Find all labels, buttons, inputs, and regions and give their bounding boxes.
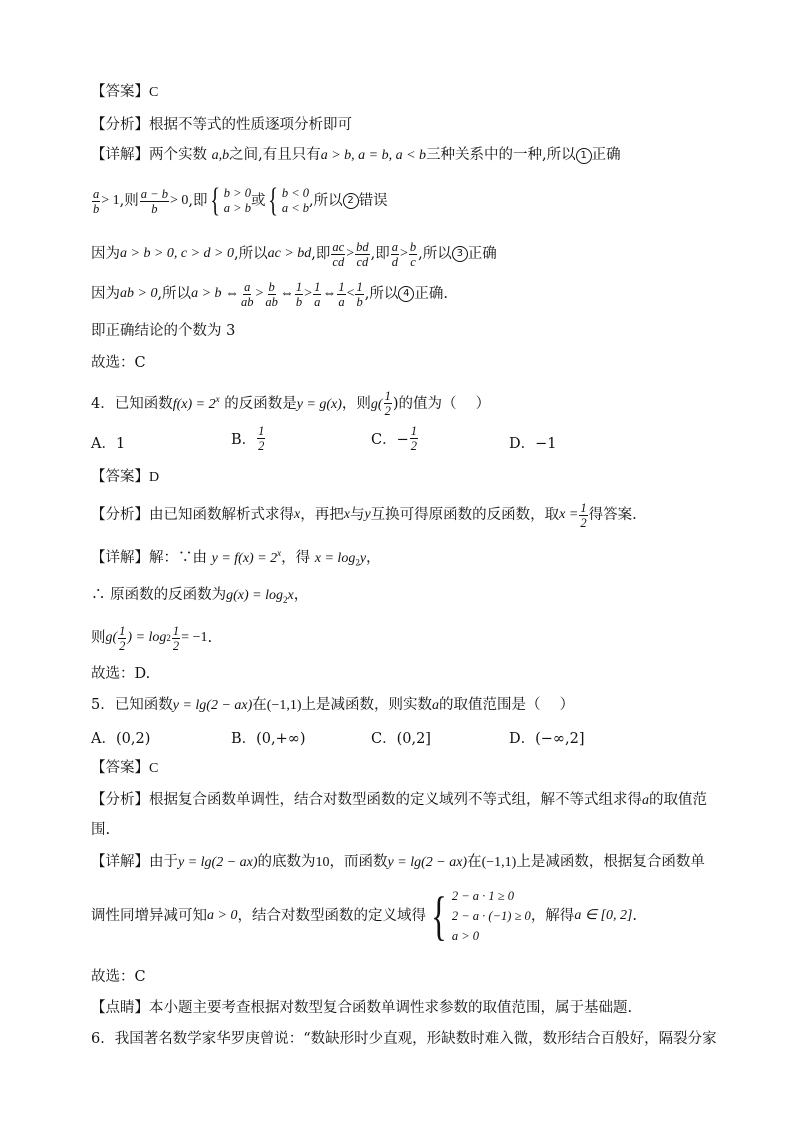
fraction: $\frac{bd}{cd}$	[356, 239, 369, 269]
text: ，解得	[530, 908, 575, 924]
math: 2	[355, 557, 360, 568]
math: a > 0	[207, 908, 238, 923]
fraction: $\frac{b}{ab}$	[265, 279, 278, 309]
q3-detail-line-4: 因为 ab > 0 ,所以 a > b ⇔ $\frac{a}{ab}$ > $\frac{b}{ab}$ ⇔ $\frac{1}{b}$ > $\frac{1}{a}$ ⇔ $\frac{1}{a}$ < $\frac{1}{b}$ ,所以 4 正确.	[91, 279, 448, 309]
text: .	[207, 630, 213, 646]
math: x	[215, 394, 220, 404]
fraction: $\frac{ac}{cd}$	[332, 239, 345, 269]
q4-analysis-line	[91, 497, 637, 533]
detail-tag: 【详解】	[91, 854, 149, 870]
q5-option-b: B．(0,+∞)	[231, 731, 306, 747]
q4-answer-line	[91, 467, 159, 488]
text: ，结合对数型函数的定义域得	[237, 908, 426, 924]
q4-option-c	[371, 424, 419, 453]
math: > 1	[101, 193, 120, 208]
q5-detail-line-1	[91, 852, 705, 873]
math: y	[364, 507, 371, 522]
text: ,所以	[418, 246, 452, 262]
fraction: $\frac{1}{a}$	[314, 279, 321, 309]
math: g(	[370, 396, 383, 412]
text: 上是减函数，根据复合函数单	[516, 854, 705, 870]
text: ,所以	[364, 286, 399, 302]
q3-answer-line	[91, 82, 158, 103]
text: 错误	[358, 193, 388, 209]
fraction-one-half: $\frac{1}{2}$	[410, 424, 417, 453]
q3-choice: 故选：C	[91, 355, 146, 371]
text: 的反函数是	[224, 395, 297, 412]
text: 与	[349, 507, 365, 523]
math: a	[432, 698, 440, 713]
text: 5．已知函数	[91, 697, 173, 713]
text: ,即	[188, 193, 208, 209]
math: a ∈ [0, 2]	[574, 908, 633, 923]
text: ,则	[119, 193, 139, 209]
text: 或	[250, 193, 266, 209]
math: x	[343, 507, 350, 522]
fraction: $\frac{a}{d}$	[391, 239, 398, 269]
math: y = lg(2 − ax)	[172, 698, 253, 713]
q5-stem	[91, 695, 574, 716]
text: 的底数为	[257, 854, 316, 870]
text: ,所以	[234, 246, 268, 262]
math-relations: a > b, a = b, a < b	[320, 148, 427, 163]
text: B．	[231, 432, 257, 448]
q3-analysis-line	[91, 115, 352, 135]
math: y	[359, 550, 367, 566]
text: )的值为（ ）	[392, 395, 491, 412]
text: 由已知函数解析式求得	[149, 507, 294, 523]
text: 则	[91, 630, 106, 646]
q4-choice: 故选：D.	[91, 666, 151, 682]
text: ,所以	[309, 193, 343, 209]
text: 在	[252, 697, 267, 713]
q5-detail-line-2	[91, 884, 637, 948]
math: a > b > 0, c > d > 0	[120, 246, 235, 261]
math: (−1,1)	[481, 855, 517, 870]
analysis-tag: 【分析】	[91, 507, 149, 523]
text: 在	[467, 854, 482, 870]
answer-tag: 【答案】	[91, 760, 149, 776]
inequality-system-2: { b < 0 a < b	[268, 182, 309, 219]
text: 的取值范	[649, 792, 707, 808]
math: 2	[282, 594, 288, 605]
text: ∴ 原函数的反函数为	[91, 587, 227, 603]
text: 因为	[91, 246, 120, 262]
fraction-a-minus-b-over-b: $\frac{a - b}{b}$	[140, 186, 168, 216]
q3-answer: C	[149, 85, 159, 100]
q4-option-d: D．−1	[509, 436, 557, 452]
text: ，	[366, 549, 381, 566]
q5-choice: 故选：C	[91, 969, 146, 985]
fraction-one-half: $\frac{1}{2}$	[258, 424, 265, 453]
math: 10	[315, 855, 330, 870]
text: 解：	[149, 549, 178, 566]
math: x	[294, 507, 301, 522]
text: 由于	[149, 854, 178, 870]
system-row: 2 − a · 1 ≥ 0	[451, 889, 515, 903]
detail-tag: 【详解】	[91, 549, 149, 566]
text: ,即	[370, 246, 390, 262]
math: x	[287, 588, 294, 603]
math-vars: a,b	[211, 148, 230, 163]
math: y = lg(2 − ax)	[178, 855, 258, 870]
q4-detail-line-2	[91, 585, 308, 610]
text: ，则	[341, 395, 371, 412]
detail-tag: 【详解】	[91, 147, 149, 163]
text: 正确	[467, 246, 497, 262]
text: ，得	[281, 549, 311, 566]
q3-analysis: 根据不等式的性质逐项分析即可	[149, 117, 352, 133]
q5-analysis-line-2: 围.	[91, 822, 111, 838]
q4-detail-line-1	[91, 543, 381, 573]
text: 的取值范围是（ ）	[439, 697, 575, 713]
text: ,即	[311, 246, 331, 262]
text: ，而函数	[329, 854, 388, 870]
circled-number: 1	[576, 148, 592, 164]
math: ab > 0	[120, 286, 158, 301]
text: 调性同增异减可知	[91, 908, 207, 924]
q3-detail-line-1	[91, 145, 621, 166]
text: 因为	[91, 286, 120, 302]
math: ) = log	[127, 630, 167, 645]
math: y = g(x)	[296, 396, 342, 412]
answer-tag: 【答案】	[91, 469, 149, 485]
q5-comment: 本小题主要考查根据对数型复合函数单调性求参数的取值范围，属于基础题.	[149, 1000, 633, 1016]
q6-stem: 6．我国著名数学家华罗庚曾说：“数缺形时少直观，形缺数时难入微，数形结合百般好，隔裂分家	[91, 1031, 717, 1047]
math: > 0	[169, 193, 189, 208]
q4-option-a: A．1	[91, 436, 126, 452]
q3-detail-line-3: 因为 a > b > 0, c > d > 0 ,所以 ac > bd ,即 $\frac{ac}{cd}$ > $\frac{bd}{cd}$ ,即 $\frac{a}{d}$ > $\frac{b}{c}$ ,所以 3 正确	[91, 239, 497, 269]
q5-answer: C	[149, 761, 159, 776]
math: g(	[105, 630, 118, 645]
fraction-one-half: $\frac{1}{2}$	[119, 623, 126, 653]
math: a	[642, 793, 649, 808]
inequality-system-1: { b > 0 a > b	[210, 182, 251, 219]
text: ，	[293, 587, 309, 603]
text: 互换可得原函数的反函数，取	[370, 507, 560, 523]
q4-option-b	[231, 424, 266, 453]
math: (−1,1)	[266, 698, 302, 713]
q5-option-d: D．(−∞,2]	[509, 731, 585, 747]
fraction: $\frac{1}{a}$	[338, 279, 345, 309]
analysis-tag: 【分析】	[91, 792, 149, 808]
math: a > b ⇔	[191, 286, 240, 301]
answer-tag: 【答案】	[91, 84, 149, 100]
q4-answer: D	[149, 470, 160, 485]
fraction-one-half: $\frac{1}{2}$	[580, 500, 587, 530]
q5-option-a: A．(0,2)	[91, 731, 151, 747]
math: = −1	[181, 630, 208, 645]
text: 正确	[591, 147, 621, 163]
text: 两个实数	[149, 147, 207, 163]
inequality-system-domain: { 2 − a · 1 ≥ 0 2 − a · (−1) ≥ 0 a > 0	[431, 886, 531, 946]
circled-number: 4	[398, 286, 414, 302]
text: ,所以	[157, 286, 192, 302]
math: y = lg(2 − ax)	[387, 855, 468, 870]
text: ∵由	[178, 549, 207, 566]
fraction: $\frac{1}{b}$	[356, 279, 363, 309]
system-row: a > 0	[451, 929, 480, 943]
math: g(x) = log	[226, 588, 283, 603]
math: x	[277, 548, 282, 558]
fraction: $\frac{b}{c}$	[409, 239, 417, 269]
math: f(x) = 2	[172, 396, 216, 412]
q5-comment-line	[91, 998, 632, 1018]
math: ac > bd	[267, 246, 312, 261]
fraction-one-half: $\frac{1}{2}$	[172, 623, 180, 653]
analysis-tag: 【分析】	[91, 117, 149, 133]
text: 得答案.	[588, 507, 637, 523]
comment-tag: 【点睛】	[91, 1000, 149, 1016]
q3-conclusion: 即正确结论的个数为 3	[91, 323, 236, 339]
math: x = log	[314, 550, 356, 566]
q4-stem	[91, 389, 490, 418]
fraction-a-over-b: $\frac{a}{b}$	[93, 186, 100, 216]
fraction-one-half: $\frac{1}{2}$	[384, 389, 391, 419]
text: C．−	[371, 432, 409, 448]
q5-option-c: C．(0,2]	[371, 731, 431, 747]
text: ，再把	[300, 507, 344, 523]
text: 根据复合函数单调性，结合对数型函数的定义域列不等式组，解不等式组求得	[149, 792, 642, 808]
fraction: $\frac{a}{ab}$	[241, 279, 254, 309]
text: 之间,有且只有	[229, 147, 321, 163]
q3-detail-line-2	[91, 183, 388, 219]
text: 三种关系中的一种,所以	[426, 147, 576, 163]
circled-number: 2	[343, 193, 359, 209]
text: .	[632, 908, 638, 924]
system-row: 2 − a · (−1) ≥ 0	[451, 909, 531, 923]
text: 正确.	[414, 286, 448, 302]
fraction: $\frac{1}{b}$	[295, 279, 303, 309]
text: 上是减函数，则实数	[301, 697, 433, 713]
q4-detail-line-3	[91, 620, 212, 656]
math: 2	[166, 633, 171, 643]
q5-answer-line	[91, 758, 158, 779]
math: y = f(x) = 2	[211, 550, 278, 566]
circled-number: 3	[452, 246, 468, 262]
math: x =	[559, 507, 579, 522]
q5-analysis-line-1	[91, 790, 707, 811]
text: 4．已知函数	[91, 395, 173, 412]
